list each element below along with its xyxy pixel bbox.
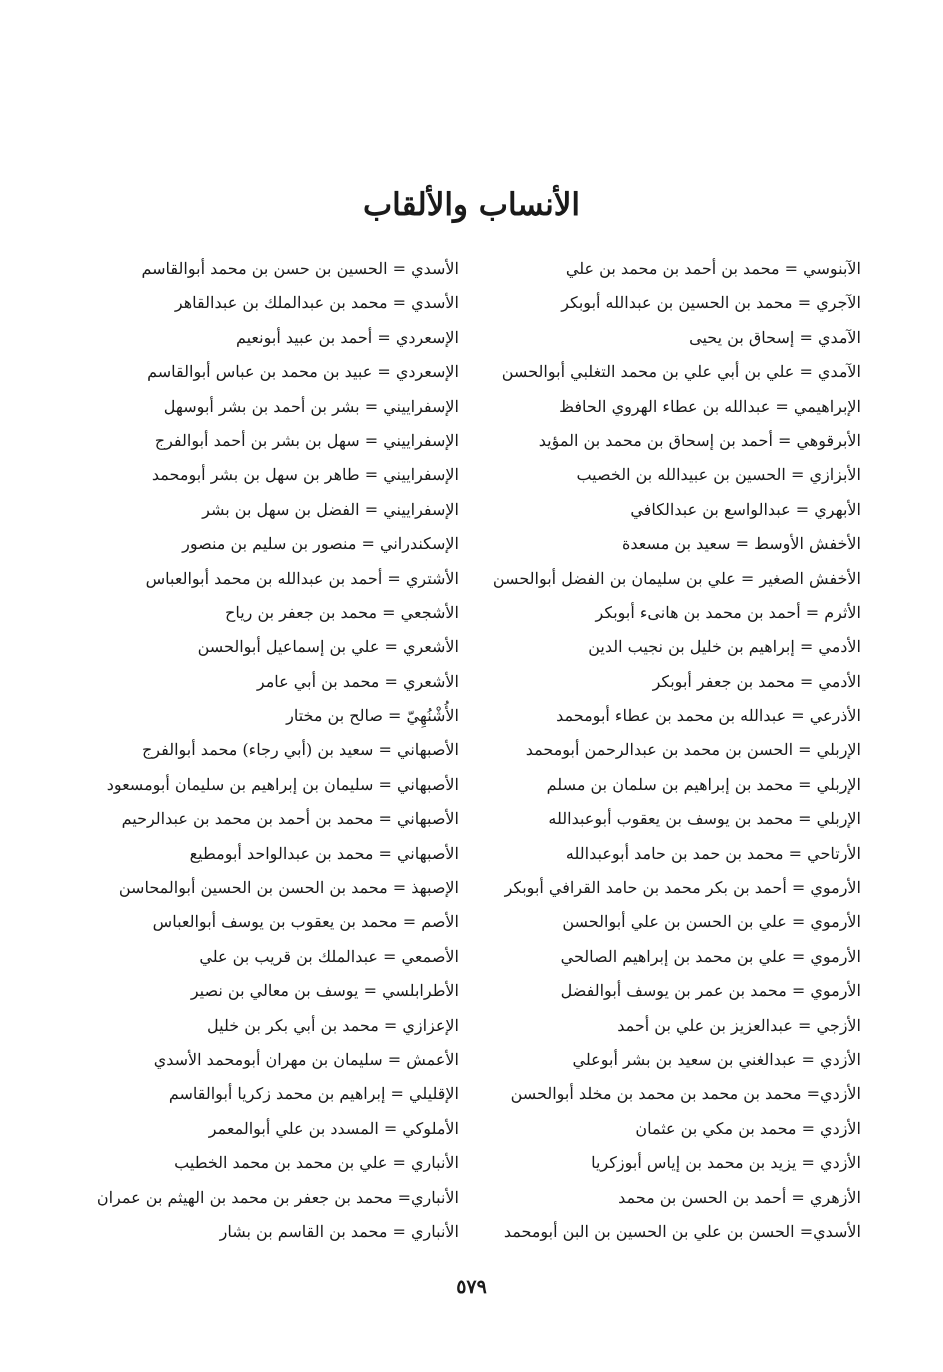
entry-line: الإبراهيمي = عبدالله بن عطاء الهروي الحافظ bbox=[559, 396, 861, 416]
entry-line: الأرموي = علي بن الحسن بن علي أبوالحسن bbox=[562, 912, 861, 932]
entry-line: الأزدي = يزيد بن محمد بن إياس أبوزكريا bbox=[591, 1153, 861, 1173]
entry-line: الأبرقوهي = أحمد بن إسحاق بن محمد بن المؤيد bbox=[538, 430, 861, 450]
entry-line: الأصمعي = عبدالملك بن قريب بن علي bbox=[199, 946, 459, 966]
entry-line: الأرموي = علي بن محمد بن إبراهيم الصالحي bbox=[560, 946, 861, 966]
entry-line: الأصم = محمد بن يعقوب بن يوسف أبوالعباس bbox=[152, 912, 459, 932]
entry-line: الإقليلي = إبراهيم بن محمد زكريا أبوالقاسم bbox=[168, 1084, 459, 1104]
entry-line: الأدمي = إبراهيم بن خليل بن نجيب الدين bbox=[588, 637, 861, 657]
entry-line: الإعزازي = محمد بن أبي بكر بن خليل bbox=[207, 1015, 459, 1035]
entry-line: الأرموي = أحمد بن بكر محمد بن حامد القرافي أبوبكر bbox=[504, 878, 861, 898]
right-column bbox=[461, 252, 861, 1249]
entry-line: الأرموي = محمد بن عمر بن يوسف أبوالفضل bbox=[560, 981, 861, 1001]
entry-line: الأذرعي = عبدالله بن محمد بن عطاء أبومحمد bbox=[556, 706, 861, 726]
entry-line: الأطرابلسي = يوسف بن معالي بن نصير bbox=[190, 981, 459, 1001]
entry-line: الأزهري = أحمد بن الحسن بن محمد bbox=[618, 1187, 861, 1207]
entry-line: الأسدي = محمد بن عبدالملك بن عبدالقاهر bbox=[174, 293, 459, 313]
entry-line: الأصبهاني = سليمان بن إبراهيم بن سليمان أبومسعود bbox=[106, 774, 459, 794]
entry-line: الإربلي = محمد بن إبراهيم بن سلمان بن مسلم bbox=[546, 774, 861, 794]
entry-line: الأنباري= محمد بن جعفر بن محمد بن الهيثم بن عمران bbox=[96, 1187, 459, 1207]
entry-line: الأشعري = علي بن إسماعيل أبوالحسن bbox=[197, 637, 459, 657]
entry-line: الأثرم = أحمد بن محمد بن هانىء أبوبكر bbox=[595, 602, 861, 622]
entry-line: الأزدي = محمد بن مكي بن عثمان bbox=[635, 1118, 861, 1138]
entry-line: الآبنوسي = محمد بن أحمد بن محمد بن علي bbox=[565, 259, 861, 278]
entry-line: الأدمي = محمد بن جعفر أبوبكر bbox=[652, 671, 861, 691]
entry-line: الأزدي = عبدالغني بن سعيد بن بشر أبوعلي bbox=[572, 1049, 861, 1069]
entry-line: الأبهري = عبدالواسع بن عبدالكافي bbox=[630, 499, 861, 519]
entry-line: الأشجعي = محمد بن جعفر بن رياح bbox=[224, 602, 459, 622]
entry-line: الأصبهاني = محمد بن أحمد بن محمد بن عبدالرحيم bbox=[121, 809, 459, 829]
entry-line: الأخفش الأوسط = سعيد بن مسعدة bbox=[621, 534, 861, 554]
entry-line: الآمدي = علي بن أبي علي بن محمد التغلبي أبوالحسن bbox=[501, 362, 861, 382]
entry-line: الأنباري = محمد بن القاسم بن بشار bbox=[219, 1221, 459, 1241]
entry-line: الإسفراييني = طاهر بن سهل بن بشر أبومحمد bbox=[151, 465, 459, 485]
entry-line: الأزجي = عبدالعزيز بن علي بن أحمد bbox=[617, 1015, 861, 1035]
entry-line: الأسدي = الحسين بن حسن بن محمد أبوالقاسم bbox=[141, 259, 459, 278]
entry-line: الإسعردي = أحمد بن عبيد أبونعيم bbox=[235, 327, 459, 347]
entry-line: الأصبهاني = سعيد بن (أبي رجاء) محمد أبوالفرج bbox=[141, 740, 459, 760]
entry-line: الإسفراييني = سهل بن بشر بن أحمد أبوالفرج bbox=[154, 430, 459, 450]
entry-line: الأملوكي = المسدد بن علي أبوالمعمر bbox=[208, 1118, 459, 1138]
entry-line: الأخفش الصغير = علي بن سليمان بن الفضل أبوالحسن bbox=[492, 568, 861, 588]
entry-line: الإسكندراني = منصور بن سليم بن منصور bbox=[182, 534, 459, 554]
entry-line: الإربلي = الحسن بن محمد بن عبدالرحمن أبومحمد bbox=[525, 740, 861, 760]
entry-line: الأبزازي = الحسين بن عبيدالله بن الخصيب bbox=[576, 465, 861, 485]
entry-line: الإسفراييني = بشر بن أحمد بن بشر أبوسهل bbox=[163, 396, 459, 416]
entry-line: الآمدي = إسحاق بن يحيى bbox=[689, 327, 861, 347]
entry-line: الإسفراييني = الفضل بن سهل بن بشر bbox=[202, 499, 459, 519]
page-title: الأنساب والألقاب bbox=[362, 186, 580, 223]
entry-line: الإسعردي = عبيد بن محمد بن عباس أبوالقاسم bbox=[147, 362, 459, 382]
left-column bbox=[59, 252, 459, 1249]
entry-line: الأُشْنُهِيّ = صالح بن مختار bbox=[286, 706, 459, 726]
page-number: ٥٧٩ bbox=[456, 1276, 487, 1298]
entry-line: الآجري = محمد بن الحسين بن عبدالله أبوبكر bbox=[561, 293, 861, 313]
entry-line: الأنباري = علي بن محمد بن محمد الخطيب bbox=[174, 1153, 459, 1173]
entry-line: الأرتاحي = محمد بن حمد بن حامد أبوعبدالله bbox=[565, 843, 861, 863]
entry-line: الأعمش = سليمان بن مهران أبومحمد الأسدي bbox=[153, 1049, 459, 1069]
entry-line: الإربلي = محمد بن يوسف بن يعقوب أبوعبدالله bbox=[548, 809, 861, 829]
entry-line: الأشعري = محمد بن أبي عامر bbox=[256, 671, 459, 691]
entry-line: الأسدي= الحسن بن علي بن الحسين بن البن أبومحمد bbox=[503, 1221, 861, 1241]
entry-line: الأزدي= محمد بن محمد بن محمد بن مخلد أبوالحسن bbox=[510, 1084, 861, 1104]
entry-line: الإصبهذ = محمد بن الحسن بن الحسين أبوالمحاسن bbox=[118, 878, 459, 898]
entry-line: الأشتري = أحمد بن عبدالله بن محمد أبوالعباس bbox=[145, 568, 459, 588]
entry-line: الأصبهاني = محمد بن عبدالواحد أبومطيع bbox=[189, 843, 459, 863]
